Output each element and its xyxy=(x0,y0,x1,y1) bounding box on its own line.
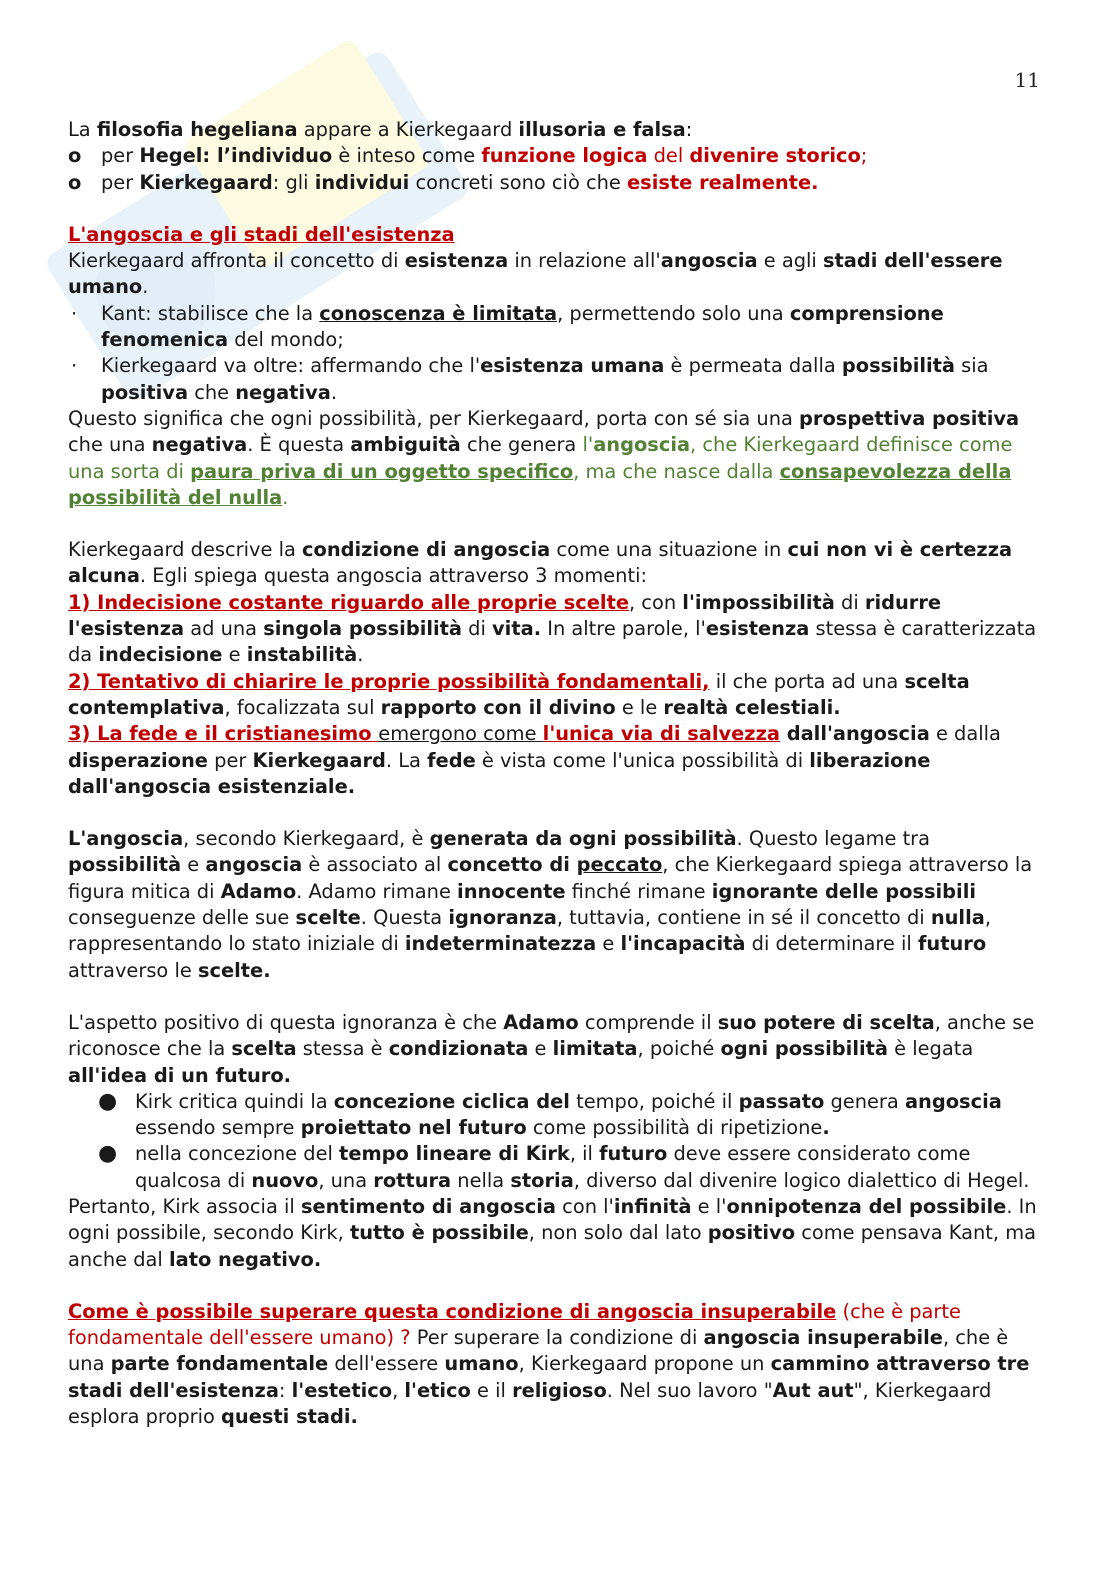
list-marker: · xyxy=(71,354,78,378)
moment-1: 1) Indecisione costante riguardo alle proprie scelte, con l'impossibilità di ridurre l'esistenza ad una singola possibilità di vita. In altre parole, l'esistenza stessa è caratterizzata da indecisione e instabilità. xyxy=(68,590,1037,667)
bullet-linear-time: ● nella concezione del tempo lineare di Kirk, il futuro deve essere considerato come qualcosa di nuovo, una rottura nella storia, diverso dal divenire logico dialettico di Hegel. xyxy=(98,1141,1030,1192)
list-marker: · xyxy=(71,301,78,325)
section-intro: Kierkegaard affronta il concetto di esistenza in relazione all'angoscia e agli stadi dell'essere umano. xyxy=(68,249,1003,299)
moment-3: 3) La fede e il cristianesimo emergono come l'unica via di salvezza dall'angoscia e dalla disperazione per Kierkegaard. La fede è vista come l'unica possibilità di liberazione dall'angoscia esistenziale. xyxy=(68,722,1001,798)
list-item-kierkegaard-beyond: · Kierkegaard va oltre: affermando che l'esistenza umana è permeata dalla possibilità sia positiva che negativa. xyxy=(71,354,989,404)
ignorance-paragraph: L'aspetto positivo di questa ignoranza è che Adamo comprende il suo potere di scelta, anche se riconosce che la scelta stessa è condizionata e limitata, poiché ogni possibilità è legata all'idea di un futuro. xyxy=(68,1010,1035,1087)
document-body xyxy=(68,117,1048,1430)
ambiguity-paragraph: Questo significa che ogni possibilità, per Kierkegaard, porta con sé sia una prospettiva positiva che una negativa. È questa ambiguità che genera l'angoscia, che Kierkegaard definisce come una sorta di paura priva di un oggetto specifico, ma che nasce dalla consapevolezza della possibilità del nulla. xyxy=(68,406,1020,509)
list-marker: o xyxy=(68,144,82,168)
section-heading: L'angoscia e gli stadi dell'esistenza xyxy=(68,222,455,246)
bullet-cyclical-time: ● Kirk critica quindi la concezione ciclica del tempo, poiché il passato genera angoscia essendo sempre proiettato nel futuro come possibilità di ripetizione. xyxy=(98,1088,1002,1140)
page-number: 11 xyxy=(1014,68,1040,92)
list-marker: o xyxy=(68,170,82,194)
list-item-kant: · Kant: stabilisce che la conoscenza è limitata, permettendo solo una comprensione fenomenica del mondo; xyxy=(71,301,944,352)
hegel-intro-paragraph: La filosofia hegeliana appare a Kierkegaard illusoria e falsa: xyxy=(68,118,693,141)
infinity-paragraph: Pertanto, Kirk associa il sentimento di angoscia con l'infinità e l'onnipotenza del possibile. In ogni possibile, secondo Kirk, tutto è possibile, non solo dal lato positivo come pensava Kant, ma anche dal lato negativo. xyxy=(68,1194,1037,1271)
moment-2: 2) Tentativo di chiarire le proprie possibilità fondamentali, il che porta ad una scelta contemplativa, focalizzata sul rapporto con il divino e le realtà celestiali. xyxy=(68,669,970,719)
bullet-icon: ● xyxy=(98,1088,118,1114)
list-item-kierkegaard: o per Kierkegaard: gli individui concreti sono ciò che esiste realmente. xyxy=(68,170,1048,196)
adam-paragraph: L'angoscia, secondo Kierkegaard, è generata da ogni possibilità. Questo legame tra possibilità e angoscia è associato al concetto di peccato, che Kierkegaard spiega attraverso la figura mitica di Adamo. Adamo rimane innocente finché rimane ignorante delle possibili conseguenze delle sue scelte. Questa ignoranza, tuttavia, contiene in sé il concetto di nulla, rappresentando lo stato iniziale di indeterminatezza e l'incapacità di determinare il futuro attraverso le scelte. xyxy=(68,827,1033,982)
overcoming-paragraph: Come è possibile superare questa condizione di angoscia insuperabile (che è parte fondamentale dell'essere umano) ? Per superare la condizione di angoscia insuperabile, che è una parte fondamentale dell'essere umano, Kierkegaard propone un cammino attraverso tre stadi dell'esistenza: l'estetico, l'etico e il religioso. Nel suo lavoro "Aut aut", Kierkegaard esplora proprio questi stadi. xyxy=(68,1299,1030,1429)
anguish-condition-paragraph: Kierkegaard descrive la condizione di angoscia come una situazione in cui non vi è certezza alcuna. Egli spiega questa angoscia attraverso 3 momenti: xyxy=(68,538,1013,588)
list-item-hegel: o per Hegel: l’individuo è inteso come funzione logica del divenire storico; xyxy=(68,143,1048,169)
bullet-icon: ● xyxy=(98,1141,118,1167)
